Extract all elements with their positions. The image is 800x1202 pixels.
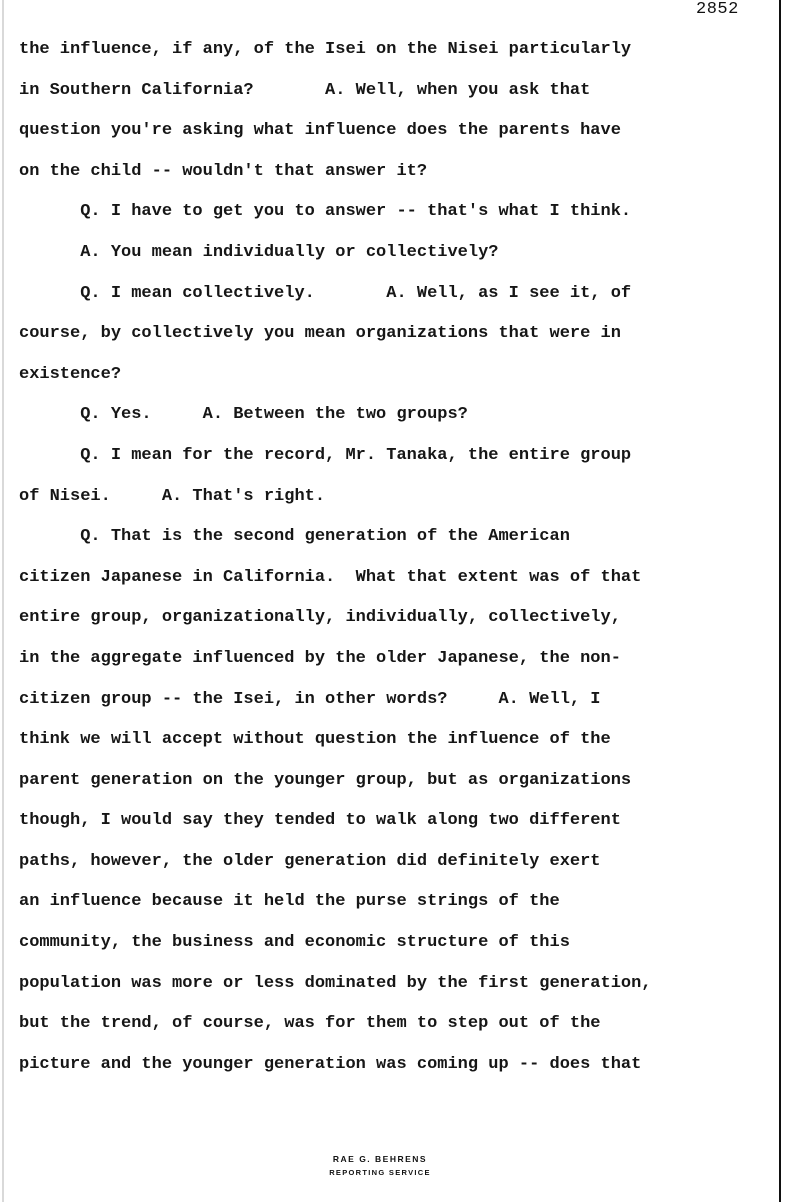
- transcript-line: course, by collectively you mean organizations that were in: [19, 324, 621, 344]
- reporting-service: REPORTING SERVICE: [329, 1168, 431, 1177]
- transcript-line: citizen Japanese in California. What that extent was of that: [19, 567, 642, 587]
- transcript-line: Q. That is the second generation of the American: [19, 527, 570, 547]
- transcript-line: though, I would say they tended to walk along two different: [19, 811, 621, 831]
- transcript-line: Q. I mean collectively. A. Well, as I see it, of: [19, 283, 632, 303]
- transcript-line: Q. I have to get you to answer -- that's what I think.: [19, 202, 632, 222]
- transcript-line: in Southern California? A. Well, when you ask that: [19, 80, 591, 100]
- page-number: 2852: [696, 0, 739, 19]
- transcript-line: citizen group -- the Isei, in other words? A. Well, I: [19, 689, 601, 709]
- transcript-line: of Nisei. A. That's right.: [19, 486, 326, 506]
- left-margin-rule: [2, 0, 4, 1202]
- reporter-name: RAE G. BEHRENS: [332, 1154, 428, 1164]
- transcript-line: an influence because it held the purse strings of the: [19, 892, 560, 912]
- transcript-line: population was more or less dominated by the first generation,: [19, 973, 652, 993]
- transcript-line: in the aggregate influenced by the older Japanese, the non-: [19, 648, 621, 668]
- transcript-line: Q. Yes. A. Between the two groups?: [19, 405, 468, 425]
- transcript-line: but the trend, of course, was for them to step out of the: [19, 1014, 601, 1034]
- transcript-line: existence?: [19, 364, 122, 384]
- transcript-line: parent generation on the younger group, but as organizations: [19, 770, 632, 790]
- transcript-line: paths, however, the older generation did definitely exert: [19, 851, 601, 871]
- transcript-body: [19, 37, 779, 1092]
- transcript-line: community, the business and economic structure of this: [19, 933, 570, 953]
- transcript-line: entire group, organizationally, individually, collectively,: [19, 608, 621, 628]
- transcript-line: think we will accept without question the influence of the: [19, 730, 611, 750]
- transcript-line: on the child -- wouldn't that answer it?: [19, 161, 428, 181]
- transcript-line: picture and the younger generation was coming up -- does that: [19, 1054, 642, 1074]
- transcript-line: the influence, if any, of the Isei on the Nisei particularly: [19, 40, 632, 59]
- transcript-line: question you're asking what influence does the parents have: [19, 121, 621, 141]
- transcript-line: Q. I mean for the record, Mr. Tanaka, the entire group: [19, 445, 632, 465]
- transcript-line: A. You mean individually or collectively?: [19, 242, 499, 262]
- right-margin-rule: [779, 0, 781, 1202]
